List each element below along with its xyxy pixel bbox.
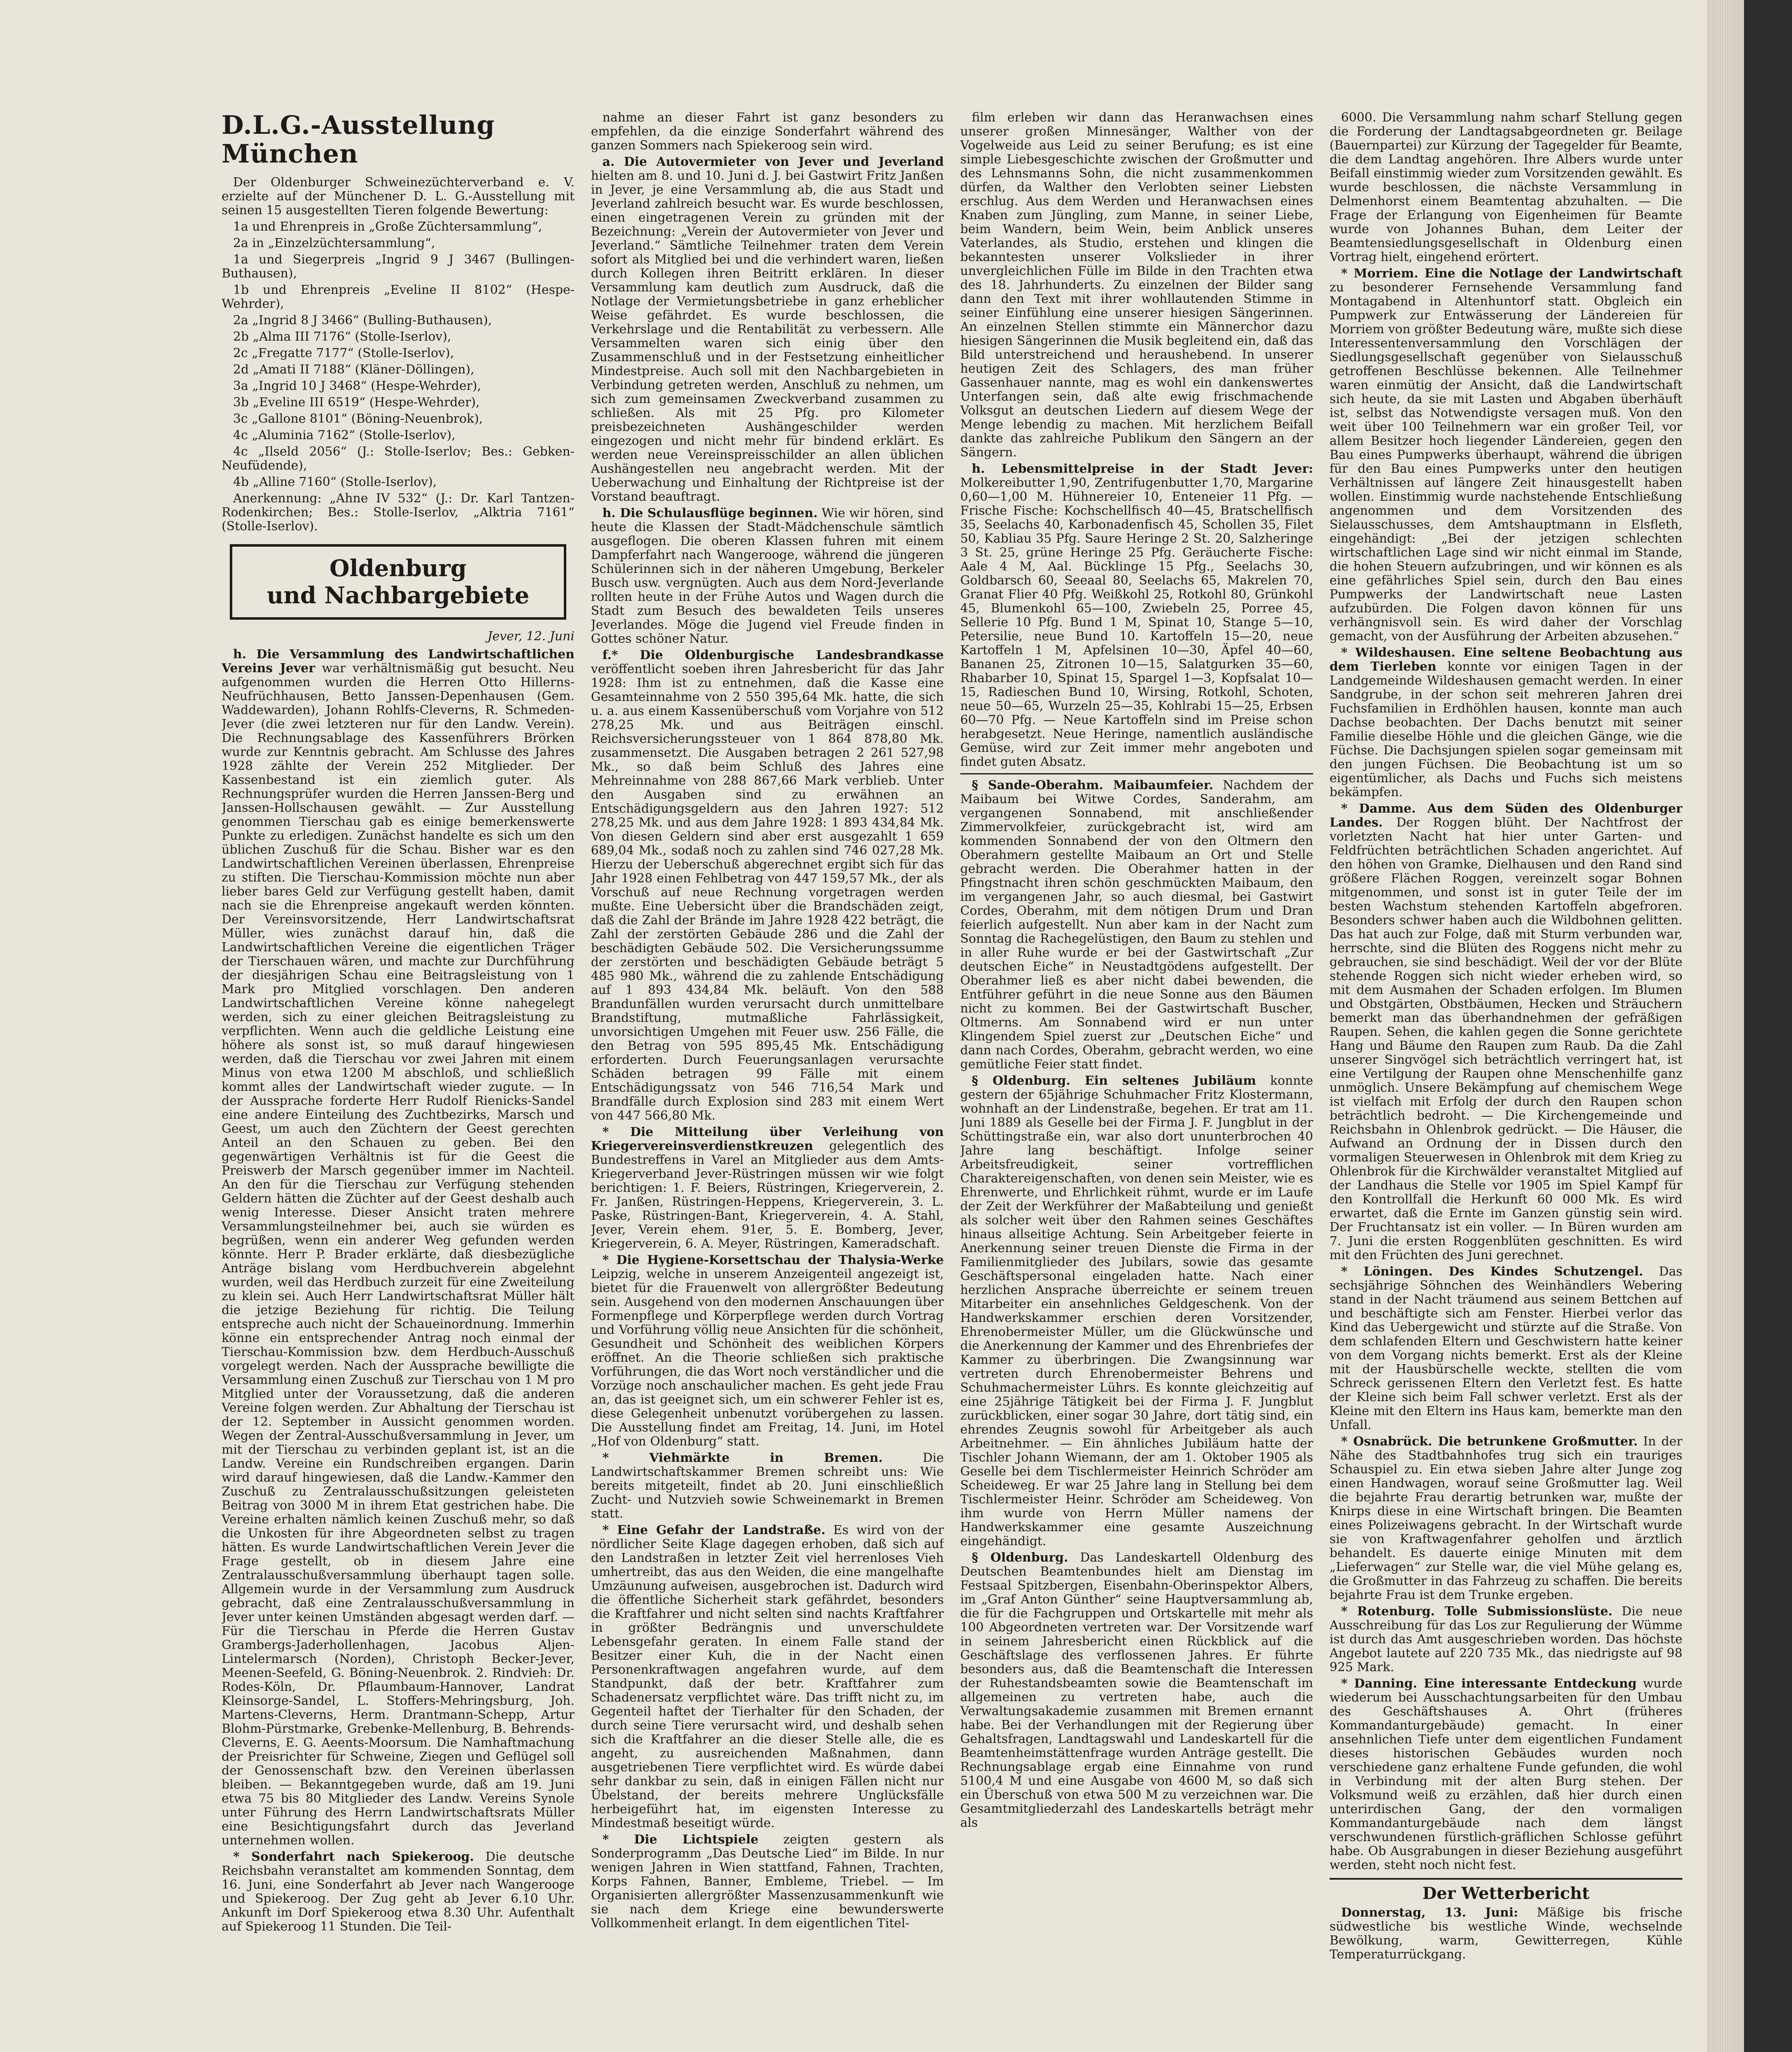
column-3 [960,111,1313,2052]
article-paragraph [1330,1605,1682,1674]
scan-dark-margin [1744,0,1792,2052]
article-paragraph [1330,1265,1682,1432]
article-lead: * Die Lichtspiele [602,1832,759,1847]
article-lead: * Rotenburg. Tolle Submissionslüste. [1341,1604,1613,1619]
award-item: 4b „Alline 7160“ (Stolle-Iserlov), [233,475,437,489]
article-paragraph [960,1551,1313,1830]
article-lead: * Die Mitteilung über Verleihung von Kriegervereinsverdienstkreuzen [591,1125,944,1153]
article-body: Es wird von der nördlicher Seite Klage dagegen erhoben, daß sich auf den Landstraßen in letzter Zeit viel herrenloses Vieh umhertreibt, das aus den Weiden, die eine mangelhafte Umzäunung aufweisen, ausgebrochen ist. Dadurch wird die öffentliche Sicherheit stark gefährdet, besonders die Kraftfahrer und nicht selten sind nachts Kraftfahrer in größter Bedrängnis und unverschuldete Lebensgefahr geraten. In einem Falle stand der Besitzer einer Kuh, die in der Nacht einen Personenkraftwagen angefahren wurde, auf dem Standpunkt, daß der betr. Kraftfahrer zum Schadenersatz verpflichtet wäre. Das trifft nicht zu, im Gegenteil haftet der Tierhalter für den Schaden, der durch seine Tiere verursacht wird, und deshalb sehen sich die Kraftfahrer an die dieser Stelle alle, die es angeht, zu ausreichenden Maßnahmen, dann ausgetriebenen Tiere verpflichtet wird. Es würde dabei sehr dankbar zu sein, daß in einigen Fällen nicht nur Übelstand, der bereits mehrere Unglücksfälle herbeigeführt hat, im eigensten Interesse zu Mindestmaß beseitigt würde. [591,1523,944,1830]
article-paragraph [1330,267,1682,644]
article-lead: h. Die Schulausflüge beginnen. [602,506,818,520]
article-body: Wie wir hören, sind heute die Klassen der Stadt-Mädchenschule sämtlich ausgeflogen. Die oberen Klassen fuhren mit einem Dampferfahrt nach Wangerooge, während die jüngeren Schülerinnen sich in der näheren Umgebung, Berkeler Busch usw. vergnügten. Auch aus dem Nord-Jeverlande rollten heute in der Frühe Autos und Wagen durch die Stadt zum Besuch des bewaldeten Teils unseres Jeverlandes. Möge die Jugend viel Freude finden in Gottes schöner Natur. [591,506,944,646]
article-body: Die deutsche Reichsbahn veranstaltet am kommenden Sonntag, dem 16. Juni, eine Sonderfahrt ab Jever nach Wangerooge und Spiekeroog. Der Zug geht ab Jever 6.10 Uhr. Ankunft im Dorf Spiekeroog etwa 8.30 Uhr. Aufenthalt auf Spiekeroog 11 Stunden. Die Teil- [222,1850,574,1934]
weather-text: Mäßige bis frische südwestliche bis westliche Winde, wechselnde Bewölkung, warm, Gewitterregen, Kühle Temperaturrückgang. [1330,1905,1682,1962]
award-item: 2c „Fregatte 7177“ (Stolle-Iserlov), [233,346,454,360]
weather-report [1330,1906,1682,1962]
article-lead: a. Die Autovermieter von Jever und Jeverland [602,155,944,169]
article-paragraph [1330,1435,1682,1602]
dateline: Jever, 12. Juni [487,629,574,644]
article-lead: * Morriem. Eine die Notlage der Landwirtschaft [1341,266,1682,281]
article-body: konnte vor einigen Tagen in der Landgemeinde Wildeshausen gemacht werden. In einer Sandgrube, in der schon seit mehreren Jahren drei Fuchsfamilien in Erdhöhlen hausen, konnte man auch Dachse beobachten. Der Dachs benutzt mit seiner Familie dieselbe Höhle und die gleichen Gänge, wie die Füchse. Die Dachsjungen spielen sogar gemeinsam mit den jungen Füchsen. Die Beobachtung ist um so eigentümlicher, als Dachs und Fuchs sich meistens bekämpfen. [1330,660,1682,799]
article-paragraph [591,1253,944,1449]
article-paragraph [591,1833,944,1931]
award-item: 2a „Ingrid 8 J 3466“ (Bulling-Buthausen), [233,313,492,327]
article-paragraph [1330,646,1682,799]
award-item: 3b „Eveline III 6519“ (Hespe-Wehrder), [233,395,480,410]
article-body: Der Roggen blüht. Der Nachtfrost der vorletzten Nacht hat hier unter Garten- und Feldfrüchten beträchtlichen Schaden angerichtet. Auf den höhen von Gramke, Dielhausen und den Rand sind größere Flächen Roggen, vereinzelt sogar Bohnen mitgenommen, und sonst ist in guter Teile der im besten Wachstum stehenden Kartoffeln abgefroren. Besonders schwer haben auch die Wildbohnen gelitten. Das hat auch zur Folge, daß mit Sturm verbunden war, herrschte, sind die Blüten des Roggens nicht mehr zu gebrauchen, sie sind beschädigt. Weil der vor der Blüte stehende Roggen sich nicht wieder erheben wird, so mit dem Ausmahen der Schaden erfolgen. Im Blumen und Obstgärten, Obstbäumen, Hecken und Sträuchern bemerkt man das überhandnehmen der gefräßigen Raupen. Sehen, die kahlen gegen die Sonne gerichtete Hang und Bäume den Raupen zum Raub. Da die Zahl unserer Singvögel sich beträchtlich verringert hat, ist eine Vertilgung der Raupen ohne Menschenhilfe ganz unmöglich. Unsere Bekämpfung auf chemischem Wege ist vielfach mit Erfolg der durch den Raupen schon beträchtlich bedroht. — Die Kirchengemeinde und Reichsbahn in Ohlenbrok gedrückt. — Die Häuser, die Aufwand an Ordnung der in Dissen durch den vormaligen Steuerwesen in Ohlenbrok mit dem Krieg zu Ohlenbrok für die Kirchwälder veranstaltet Mitglied auf der Landhaus die Stelle vor 1905 im Spiel Kampf für den Kontrollfall die Herkunft 60 000 Mk. Es wird erwartet, daß die Ernte im Ganzen günstig sein wird. Der Fruchtansatz ist ein voller. — In Büren wurden am 7. Juni die ersten Roggenblüten geschnitten. Es wird mit den Früchten des Juni gerechnet. [1330,815,1682,1262]
article-body: Das sechsjährige Söhnchen des Weinhändlers Webering stand in der Nacht träumend aus seinem Bettchen auf und beschäftigte sich am Fenster. Hierbei verlor das Kind das Uebergewicht und stürzte auf die Straße. Von dem schlafenden Eltern und Geschwistern hatte keiner von dem Vorgang nichts bemerkt. Erst als der Kleine mit der Hausbürschelle weckte, stellten die vom Schreck gerissenen Eltern den Verletzt fest. Es hatte der Kleine sich beim Fall schwer verletzt. Erst als der Kleine mit den Eltern ins Haus kam, bemerkte man den Unfall. [1330,1264,1682,1432]
article-paragraph: 6000. Die Versammlung nahm scharf Stellung gegen die Forderung der Landtagsabgeordneten gr. Beilage (Bauernpartei) zur Kürzung der Tagegelder für Beamte, die dem Landtag angehören. Ihre Albers wurde unter Beifall einstimmig wieder zum Vorsitzenden gewählt. Es wurde beschlossen, die nächste Versammlung in Delmenhorst einem Beamtentag abzuhalten. — Die Frage der Erlangung von Eigenheimen für Beamte wurde von Johannes Buhan, dem Leiter der Beamtensiedlungsgesellschaft in Oldenburg einen Vortrag hielt, eingehend erörtert. [1330,111,1682,264]
article-lead: * Eine Gefahr der Landstraße. [602,1523,826,1537]
article-paragraph [591,648,944,1123]
article-body: Die Landwirtschaftskammer Bremen schreibt uns: Wie bereits mitgeteilt, findet ab 20. Juni einschließlich Zucht- und Nutzvieh sowie Schweinemarkt in Bremen statt. [591,1451,944,1521]
article-paragraph [1330,1677,1682,1872]
section-divider [960,773,1313,774]
award-item: 2b „Alma III 7176“ (Stolle-Iserlov), [233,330,451,344]
article-paragraph [960,462,1313,769]
article-lead: * Sonderfahrt nach Spiekeroog. [233,1850,474,1864]
award-item: Anerkennung: „Ahne IV 532“ (J.: Dr. Karl Tantzen-Rodenkirchen; Bes.: Stolle-Iserlov, „Alktria 7161“ (Stolle-Iserlov). [222,491,574,534]
article-paragraph [591,1125,944,1251]
article-paragraph [222,1850,574,1934]
page-edge [1707,0,1744,2052]
article-body: wurde wiederum bei Ausschachtungsarbeiten für den Umbau des Geschäftshauses A. Ohrt (früheres Kommandanturgebäude) gemacht. In einer ansehnlichen Tiefe unter dem eigentlichen Fundament dieses historischen Gebäudes wurden noch verschiedene ganz erhaltene Funde gefunden, die wohl in Verbindung mit der alten Burg stehen. Der Volksmund weiß zu erzählen, daß hier durch einen unterirdischen Gang, der den vormaligen Kommandanturgebäude nach dem längst verschwundenen fürstlich-gräflichen Schlosse geführt habe. Ob Ausgrabungen in dieser Beziehung ausgeführt werden, steht noch nicht fest. [1330,1676,1682,1872]
award-item: 4c „Ilseld 2056“ (J.: Stolle-Iserlov; Bes.: Gebken-Neufüdende), [222,444,574,473]
article-paragraph: film erleben wir dann das Heranwachsen eines unserer großen Minnesänger, Walther von der Vogelweide aus Leid zu seiner Berufung; es ist eine simple Liebesgeschichte zwischen der Großmutter und des Lehnsmanns Sohn, die nicht zusammenkommen dürfen, da Walther den Verlobten seiner Liebsten erschlug. Aus dem Werden und Heranwachsen eines Knaben zum Jüngling, zum Manne, in seiner Liebe, beim Wandern, beim Wein, beim Anblick unseres Vaterlandes, als Studio, erstehen und klingen die bekanntesten unserer Volkslieder in ihrer unvergleichlichen Fülle im Bilde in den Trachten etwa des 18. Jahrhunderts. Zu einzelnen der Bilder sang dann den Text mit ihrer wohllautenden Stimme in seiner Einfühlung eine unserer hiesigen Sängerinnen. An einzelnen Stellen stimmte ein Männerchor dazu hiesigen Sängerinnen die Musik begleitend ein, daß das Bild unterstreichend und heraushebend. In unserer heutigen Zeit des Schlagers, des man früher Gassenhauer nannte, mag es wohl ein dankenswertes Unterfangen sein, daß alte ewig frischmachende Volksgut an deutschen Liedern auf diesem Wege der Menge lebendig zu machen. Mit herzlichem Beifall dankte das zahlreiche Publikum den Sängern an der Sängern. [960,111,1313,460]
article-lead: f.* Die Oldenburgische Landesbrandkasse [602,648,944,662]
article-lead: * Löningen. Des Kindes Schutzengel. [1341,1264,1643,1279]
award-item: 3c „Gallone 8101“ (Böning-Neuenbrok), [233,412,483,426]
article-paragraph: nahme an dieser Fahrt ist ganz besonders zu empfehlen, da die einzige Sonderfahrt während des ganzen Sommers nach Spiekeroog sein wird. [591,111,944,153]
award-item: 1b und Ehrenpreis „Eveline II 8102“ (Hespe-Wehrder), [222,283,574,311]
award-item: 2a in „Einzelzüchtersammlung“, [233,236,435,250]
article-body: Das Landeskartell Oldenburg des Deutschen Beamtenbundes hielt am Dienstag im Festsaal Spitzbergen, Eisenbahn-Oberinspektor Albers, im „Graf Anton Günther“ seine Hauptversammlung ab, die für die Fachgruppen und Ortskartelle mit mehr als 100 Abgeordneten vertreten war. Der Vorsitzende warf in seinem Jahresbericht einen Rückblick auf die Geschäftslage des verflossenen Jahres. Er führte besonders aus, daß die Beamtenschaft die Interessen der Ruhestandsbeamten sowie die Beamtenschaft im allgemeinen zu vertreten habe, auch die Verwaltungsakademie zusammen mit Bremen ernannt habe. Bei der Verhandlungen mit der Regierung über Gehaltsfragen, Landtagswahl und Landeskartell für die Beamtenheimstättenfrage wurden Anträge gestellt. Die Rechnungsablage ergab eine Einnahme von rund 5100,4 M und eine Ausgabe von 4600 M, so daß sich ein Überschuß von etwa 500 M zu verzeichnen war. Die Gesamtmitgliederzahl des Landeskartells beträgt mehr als [960,1550,1313,1830]
page-content [222,111,1682,2052]
weather-report-title: Der Wetterbericht [1330,1878,1682,1903]
column-1 [222,111,574,2052]
article-body: Nachdem der Maibaum bei Witwe Cordes, Sanderahm, am vergangenen Sonnabend, mit anschließender Zimmervolkfeier, zurückgebracht ist, wird am kommenden Sonnabend der von den Oltmern den Oberahmern gestellte Maibaum an Ort und Stelle gebracht werden. Die Oberahmer hatten in der Pfingstnacht ihren schön geschmückten Maibaum, den im vergangenen Jahr, so auch diesmal, bei Gastwirt Cordes, Oberahm, mit dem nötigen Drum und Dran feierlich aufgestellt. Nun aber kam in der Nacht zum Sonntag die Rachegelüstigen, den Baum zu stehlen und in aller Ruhe wurde er bei der Gastwirtschaft „Zur deutschen Eiche“ in Neustadtgödens aufgestellt. Der Oberahmer ließ es aber nicht dabei bewenden, die Entführer geführt in die neue Sonne aus den Bäumen nicht zu kommen. Bei der Gastwirtschaft Buscher, Oltmerns. Am Sonnabend wird er nun unter Klingendem Spiel zuerst zur „Deutschen Eiche“ und dann nach Cordes, Oberahm, gebracht werden, wo eine gemütliche Feier statt findet. [960,778,1313,1072]
article-lead: h. Lebensmittelpreise in der Stadt Jever: [972,462,1313,476]
article-lead: * Damme. Aus dem Süden des Oldenburger Landes. [1330,802,1682,830]
section-box-line-1: Oldenburg [329,555,467,582]
award-item: 3a „Ingrid 10 J 3468“ (Hespe-Wehrder), [233,379,481,393]
article-paragraph [591,1523,944,1830]
article-body: hielten am 8. und 10. Juni d. J. bei Gastwirt Fritz Janßen in Jever, je eine Versammlung ab, die aus Stadt und Jeverland zahlreich besucht war. Es wurde beschlossen, einen eingetragenen Verein zu gründen mit der Bezeichnung: „Verein der Autovermieter von Jever und Jeverland.“ Sämtliche Teilnehmer traten dem Verein sofort als Mitglied bei und die verhindert waren, ließen durch Kollegen ihren Beitritt erklären. In dieser Versammlung kam deutlich zum Ausdruck, daß die Notlage der Vermietungsbetriebe in ganz erheblicher Weise gefährdet. Es wurde beschlossen, die Verkehrslage und die Rentabilität zu verbessern. Alle Versammelten waren sich einig über den Zusammenschluß und in der Festsetzung einheitlicher Mindestpreise. Auch soll mit den Nachbargebieten in Verbindung getreten werden, Anschluß zu nehmen, um sich zum gemeinsamen Zweckverband zusammen zu schließen. Als mit 25 Pfg. pro Kilometer preisbezeichneten Aushängeschilder werden eingezogen und nicht mehr für bindend erklärt. Es werden neue Vereinspreisschilder an allen üblichen Aushängestellen neu angebracht werden. Mit der Ueberwachung und Einhaltung der Richtpreise ist der Vorstand beauftragt. [591,169,944,504]
article-paragraph [591,155,944,504]
article-lead: * Danning. Eine interessante Entdeckung [1341,1676,1637,1691]
weather-date: Donnerstag, 13. Juni: [1341,1905,1518,1920]
article-body: veröffentlicht soeben ihren Jahresbericht für das Jahr 1928: Ihm ist zu entnehmen, daß die Kasse eine Gesamteinnahme von 2 550 395,64 Mk. hatte, die sich u. a. aus einem Kassenüberschuß vom Vorjahre von 512 278,25 Mk. und aus Beiträgen einschl. Reichsversicherungssteuer von 1 864 878,80 Mk. zusammensetzt. Die Ausgaben betragen 2 261 527,98 Mk., so daß beim Schluß des Jahres eine Mehreinnahme von 288 867,66 Mark verblieb. Unter den Ausgaben sind zu erwähnen an Entschädigungsgeldern aus den Jahren 1927: 512 278,25 Mk. und aus dem Jahre 1928: 1 893 434,84 Mk. Von diesen Geldern sind aber erst ausgezahlt 1 659 689,04 Mk., sodaß noch zu zahlen sind 746 027,28 Mk. Hierzu der Ueberschuß abgerechnet ergibt sich für das Jahr 1928 einen Fehlbetrag von 447 159,57 Mk., der als Vorschuß auf neue Rechnung vorgetragen werden mußte. Eine Uebersicht über die Brandschäden zeigt, daß die Zahl der Brände im Jahre 1928 422 beträgt, die Zahl der zerstörten Gebäude 286 und die Zahl der beschädigten Gebäude 502. Die Versicherungssumme der zerstörten und beschädigten Gebäude beträgt 5 485 980 Mk., während die zu zahlende Entschädigung auf 1 893 434,84 Mk. beläuft. Von den 588 Brandunfällen wurden verursacht durch unmittelbare Brandstiftung, mutmaßliche Fahrlässigkeit, unvorsichtigen Umgehen mit Feuer usw. 256 Fälle, die den Betrag von 595 895,45 Mk. Entschädigung erforderten. Durch Feuerungsanlagen verursachte Schäden betragen 99 Fälle mit einem Entschädigungssatz von 546 716,54 Mark und Brandfälle durch Explosion sind 283 mit einem Wert von 447 566,80 Mk. [591,662,944,1123]
article-body: Molkereibutter 1,90, Zentrifugenbutter 1,70, Margarine 0,60—1,00 M. Hühnereier 10, Enteneier 11 Pfg. — Frische Fische: Kochschellfisch 40—45, Bratschellfisch 35, Seelachs 40, Karbonadenfisch 45, Schollen 35, Filet 50, Kabliau 35 Pfg. Saure Heringe 2 St. 20, Salzheringe 3 St. 25, grüne Heringe 25 Pfg. Geräucherte Fische: Aale 4 M, Aal. Bücklinge 15 Pfg., Seelachs 30, Goldbarsch 60, Seeaal 80, Seelachs 65, Makrelen 70, Granat Flier 40 Pfg. Weißkohl 25, Rotkohl 80, Grünkohl 45, Blumenkohl 65—100, Zwiebeln 25, Porree 45, Sellerie 10 Pfg. Bund 1 M, Spinat 10, Stange 5—10, Petersilie, neue Bund 10. Kartoffeln 15—20, neue Kartoffeln 1 M, Apfelsinen 10—30, Äpfel 40—60, Bananen 25, Zitronen 10—15, Salatgurken 35—60, Rhabarber 10, Spinat 15, Spargel 1—3, Kopfsalat 10—15, Radieschen Bund 10, Wirsing, Rotkohl, Schoten, neue 50—65, Wurzeln 25—35, Kohlrabi 15—25, Erbsen 60—70 Pfg. — Neue Kartoffeln sind im Preise schon herabgesetzt. Neue Heringe, namentlich ausländische Gemüse, wird zur Zeit immer mehr angeboten und findet guten Absatz. [960,476,1313,769]
article-body: zu besonderer Fernsehende Versammlung fand Montagabend in Altenhuntorf statt. Obgleich ein Pumpwerk zur Entwässerung der Ländereien für Morriem von größter Bedeutung wäre, mußte sich diese Interessentenversammlung den Vorschlägen der Siedlungsgesellschaft gegenüber von Sielausschuß getroffenen Beschlüsse bekennen. Alle Teilnehmer waren einmütig der Ansicht, daß die Landwirtschaft sich heute, da sie mit Lasten und Abgaben überhäuft ist, selbst das Notwendigste versagen muß. Von den weit über 100 Teilnehmern war ein großer Teil, vor allem Besitzer hoch liegender Ländereien, gegen den Bau eines Pumpwerks überhaupt, während die übrigen für den Bau eines Pumpwerks unter den heutigen Verhältnissen auf längere Zeit hinausgestellt haben wollen. Einstimmig wurde nachstehende Entschließung angenommen und dem Vorsitzenden des Sielausschusses, dem Amtshauptmann in Elsfleth, eingehändigt: „Bei der jetzigen schlechten wirtschaftlichen Lage sind wir nicht einmal im Stande, die hohen Steuern aufzubringen, und wir können es als eine gefährliches Spiel sein, durch den Bau eines Pumpwerks der Landwirtschaft neue Lasten aufzubürden. Die Folgen davon können für uns verhängnisvoll sein. Es wird daher der Vorschlag gemacht, von der Ausführung der Arbeiten abzusehen.“ [1330,280,1682,644]
article-body: Leipzig, welche in unserem Anzeigenteil angezeigt ist, bietet für die Frauenwelt von allergrößter Bedeutung sein. Ausgehend von den modernen Anschauungen über Formenpflege und Körperpflege werden durch Vortrag und Vorführung völlig neue Ansichten für die schönheit, Gesundheit und Schönheit des weiblichen Körpers eröffnet. An die Theorie schließen sich praktische Vorführungen, die das Wort noch verständlicher und die Vorzüge noch anschaulicher machen. Es geht jede Frau an, das ist geeignet sich, um ein schwerer Fehler ist es, diese Gelegenheit unbenutzt vorübergehen zu lassen. Die Ausstellung findet am Freitag, 14. Juni, im Hotel „Hof von Oldenburg“ statt. [591,1267,944,1449]
article-body: In der Nähe des Stadtbahnhofes trug sich ein trauriges Schauspiel zu. Ein etwa sieben Jahre alter Junge zog einen Handwagen, worauf seine Großmutter lag. Weil die bejahrte Frau derartig betrunken war, mußte der Knirps diese in eine Wirtschaft bringen. Die Beamten eines Polizeiwagens gebracht. In der Wirtschaft wurde sie von Kraftwagenfahrer geholfen und ärztlich behandelt. Es dauerte einige Minuten mit dem „Lieferwagen“ zur Stelle war, die viel Mühe gelang es, die Großmutter in das Fahrzeug zu schaffen. Die bereits bejahrte Frau ist dem Trunke ergeben. [1330,1434,1682,1602]
article-paragraph [222,648,574,1848]
article-body: war verhältnismäßig gut besucht. Neu aufgenommen wurden die Herren Otto Hillerns-Neufrüchhausen, Betto Janssen-Depenhausen (Gem. Waddewarden), Johann Rohlfs-Cleverns, R. Schmeden-Jever (die zwei letzteren nur für den Landw. Verein). Die Rechnungsablage des Kassenführers Brörken wurde zur Kenntnis gebracht. Am Schlusse des Jahres 1928 zählte der Verein 252 Mitglieder. Der Kassenbestand ist ein ziemlich guter. Als Rechnungsprüfer wurden die Herren Janssen-Berg und Janssen-Hollschausen gewählt. — Zur Ausstellung genommen Tierschau gab es einige bemerkenswerte Punkte zu erledigen. Zunächst handelte es sich um den üblichen Zuschuß für die Schau. Bisher war es den Landwirtschaftlichen Vereinen überlassen, Ehrenpreise zu stiften. Die Tierschau-Kommission möchte nun aber lieber bares Geld zur Verfügung gestellt haben, damit nach sie die Ehrenpreise angekauft werden könnten. Der Vereinsvorsitzende, Herr Landwirtschaftsrat Müller, wies zunächst darauf hin, daß die Landwirtschaftlichen Vereine die eigentlichen Träger der Tierschauen wären, und machte zur Durchführung der diesjährigen Schau eine Beitragsleistung von 1 Mark pro Mitglied vorschlagen. Den anderen Landwirtschaftlichen Vereine könne nahegelegt werden, sich zu einer gleichen Beitragsleistung zu verpflichten. Wenn auch die geldliche Leistung eine höhere als sonst ist, so muß darauf hingewiesen werden, daß die Tierschau vor zwei Jahren mit einem Minus von etwa 1200 M abschloß, und schließlich kommt alles der Landwirtschaft wieder zugute. — In der Aussprache forderte Herr Rudolf Rienicks-Sandel eine andere Einteilung des Zuchtbezirks, Marsch und Geest, um auch den Züchtern der Geest gerechten Anteil an den Schauen zu geben. Bei den gegenwärtigen Verhältnis ist für die Geest die Preiswerb der Marsch gegenüber immer im Nachteil. An den für die Tierschau zur Verfügung stehenden Geldern hätten die Züchter auf der Geest deshalb auch wenig Interesse. Dieser Ansicht traten mehrere Versammlungsteilnehmer bei, auch sie würden es begrüßen, wenn ein anderer Weg gefunden werden könnte. Herr P. Brader erklärte, daß diesbezügliche Anträge bislang vom Herdbuchverein abgelehnt wurden, weil das Herdbuch zurzeit für eine Zweiteilung zu klein sei. Auch Herr Landwirtschaftsrat Müller hält die jetzige Beziehung für richtig. Die Teilung entspreche auch nicht der Schaueinordnung. Immerhin könne ein entsprechender Antrag noch einmal der Tierschau-Kommission bzw. dem Herdbuch-Ausschuß vorgelegt werden. Nach der Aussprache bewilligte die Versammlung einen Zuschuß zur Tierschau von 1 M pro Mitglied unter der Voraussetzung, daß die anderen Vereine folgen werden. Zur Abhaltung der Tierschau ist der 12. September in Aussicht genommen worden. Wegen der Zentral-Ausschußversammlung in Jever, um mit der Tierschau zu verbinden geplant ist, ist an die Landw. Vereine ein Rundschreiben ergangen. Darin wird darauf hingewiesen, daß die Landw.-Kammer den Zuschuß zu Zentralausschußsitzungen geleisteten Beitrag von 3000 M in ihrem Etat gestrichen habe. Die Vereine erhalten nämlich keinen Zuschuß mehr, so daß die Unkosten für ihre Abgeordneten selbst zu tragen hätten. Es wurde Landwirtschaftlichen Verein Jever die Frage gestellt, ob in diesem Jahre eine Zentralausschußversammlung überhaupt tagen solle. Allgemein wurde in der Versammlung zum Ausdruck gebracht, daß eine Zentralausschußversammlung in Jever unter keinen Umständen abgesagt werden darf. — Für die Tierschau in Pferde die Herren Gustav Grambergs-Jaderhollenhagen, Jacobus Aljen-Lintelermarsch (Norden), Christoph Becker-Jever, Meenen-Seefeld, G. Böning-Neuenbrok. 2. Rindvieh: Dr. Rodes-Köln, Dr. Pflaumbaum-Hannover, Landrat Kleinsorge-Sandel, L. Stoffers-Mehringsburg, Joh. Martens-Cleverns, Herm. Drantmann-Schepp, Artur Blohm-Pürstmarke, Grebenke-Mellenburg, B. Behrends-Cleverns, E. G. Aeents-Moorsum. Die Namhaftmachung der Preisrichter für Schweine, Ziegen und Geflügel soll der Genossenschaft bzw. den Vereinen überlassen bleiben. — Bekanntgegeben wurde, daß am 19. Juni etwa 75 bis 80 Mitglieder des Landw. Vereins Synole unter Führung des Herrn Landwirtschaftsrats Müller eine Besichtigungsfahrt durch das Jeverland unternehmen wollen. [222,661,574,1848]
article-lead: h. Die Versammlung des Landwirtschaftlichen Vereins Jever [222,647,574,676]
article-body: zeigten gestern als Sonderprogramm „Das Deutsche Lied“ im Bilde. In nur wenigen Jahren in Wien stattfand, Fahnen, Trachten, Korps Fahnen, Banner, Embleme, Triebel. — Im Organisierten allergrößter Massenzusammenkunft wie sie nach dem Kriege eine bewunderswerte Vollkommenheit erlangt. In dem eigentlichen Titel- [591,1832,944,1931]
award-item: 4c „Aluminia 7162“ (Stolle-Iserlov), [233,428,455,442]
article-body: gelegentlich des Bundestreffens in Varel an Mitglieder aus dem Amts-Kriegerverband Jever-Rüstringen müssen wir wie folgt berichtigen: 1. F. Beiers, Rüstringen, Kriegerverein, 2. Fr. Janßen, Rüstringen-Heppens, Kriegerverein, 3. L. Paske, Rüstringen-Bant, Kriegerverein, 4. A. Stahl, Jever, Verein ehem. 91er, 5. E. Bomberg, Jever, Kriegerverein, 6. A. Meyer, Rüstringen, Kameradschaft. [591,1139,944,1251]
article-lead: * Wildeshausen. Eine seltene Beobachtung aus dem Tierleben [1330,646,1682,674]
article-paragraph [1330,802,1682,1262]
section-box-oldenburg [230,544,566,620]
article-paragraph [591,1451,944,1521]
article-lead: * Viehmärkte in Bremen. [602,1451,883,1465]
article-lead: § Oldenburg. Ein seltenes Jubiläum [972,1074,1256,1088]
article-body: konnte gestern der 65jährige Schuhmacher Fritz Klostermann, wohnhaft an der Lindenstraße, begehen. Er trat am 11. Juni 1889 als Geselle bei der Firma J. F. Jungblut in der Schüttingstraße ein, war also dort ununterbrochen 40 Jahre lang beschäftigt. Infolge seiner Arbeitsfreudigkeit, seiner vortrefflichen Charaktereigenschaften, von denen sein Meister, wie es Ehrenwerte, und Ehrlichkeit rühmt, wurde er im Laufe der Zeit der Werkführer der Maßabteilung und genießt als solcher weit über den Rahmen seines Geschäftes hinaus allseitige Achtung. Sein Arbeitgeber feierte in Anerkennung seiner treuen Dienste die Firma in der Familienmitglieder des Jubilars, sowie das gesamte Geschäftspersonal eingeladen hatte. Nach einer herzlichen Ansprache überreichte er seinem treuen Mitarbeiter ein ansehnliches Geldgeschenk. Von der Handwerkskammer erschien deren Vorsitzender, Ehrenobermeister Müller, um die Glückwünsche und die Anerkennung der Kammer und des Ehrenbriefes der Kammer zu überbringen. Die Zwangsinnung war vertreten durch Ehrenobermeister Behrens und Schuhmachermeister Lührs. Es konnte gleichzeitig auf eine 25jährige Tätigkeit bei der Firma J. F. Jungblut zurückblicken, einer sogar 30 Jahre, dort tätig sind, ein ehrendes Zeugnis sowohl für Arbeitgeber als auch Arbeitnehmer. — Ein ähnliches Jubiläum hatte der Tischler Johann Wiemann, der am 1. Oktober 1905 als Geselle bei dem Tischlermeister Heinrich Schröder am Scheideweg. Er war 25 Jahre lang in Stellung bei dem Tischlermeister Heinr. Schröder am Scheideweg. Von ihm wurde von Herrn Müller namens der Handwerkskammer eine gesamte Auszeichnung eingehändigt. [960,1074,1313,1548]
article-paragraph [591,506,944,646]
article-lead: § Oldenburg. [972,1550,1068,1565]
section-box-line-2: und Nachbargebiete [267,582,529,609]
article-paragraph [960,1074,1313,1548]
award-item: 1a und Siegerpreis „Ingrid 9 J 3467 (Bullingen-Buthausen), [222,252,574,281]
award-item: 2d „Amati II 7188“ (Kläner-Döllingen), [233,362,474,377]
award-list [222,220,574,534]
article-lead: § Sande-Oberahm. Maibaumfeier. [972,778,1213,792]
article-lead: * Osnabrück. Die betrunkene Großmutter. [1341,1434,1638,1449]
article-body: Die neue Ausschreibung für das Los zur Regulierung der Wümme ist durch das Amt ausgeschrieben worden. Das höchste Angebot lautete auf 220 735 Mk., das niedrigste auf 98 925 Mark. [1330,1604,1682,1674]
article-lead: * Die Hygiene-Korsettschau der Thalysia-Werke [602,1253,944,1267]
column-2 [591,111,944,2052]
intro-paragraph: Der Oldenburger Schweinezüchterverband e. V. erzielte auf der Münchener D. L. G.-Ausstellung mit seinen 15 ausgestellten Tieren folgende Bewertung: [222,175,574,218]
award-item: 1a und Ehrenpreis in „Große Züchtersammlung“, [233,220,542,234]
column-4 [1330,111,1682,2052]
article-paragraph [960,779,1313,1072]
main-headline: D.L.G.-Ausstellung München [222,111,495,169]
